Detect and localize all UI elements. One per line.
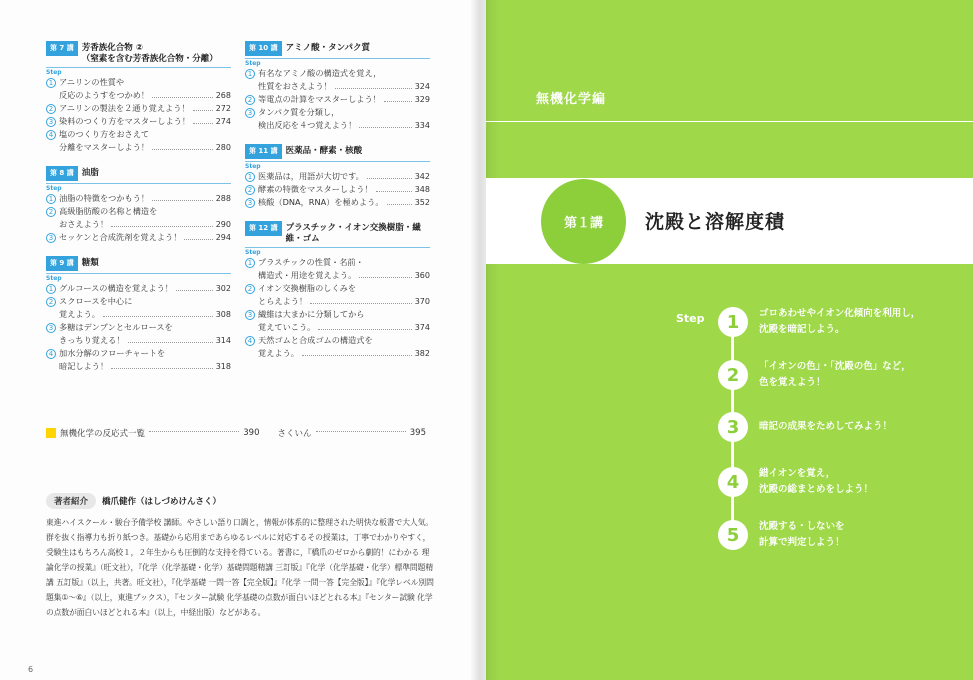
step-text-line2: アニリンの製法を２通り覚えよう！ bbox=[59, 103, 190, 113]
step-label: Step bbox=[676, 312, 705, 325]
toc-step-item[interactable] bbox=[46, 102, 231, 115]
toc-step-item[interactable] bbox=[46, 115, 231, 128]
page-ref: 382 bbox=[414, 349, 430, 358]
step-text-line1: アニリンの性質や bbox=[59, 77, 125, 87]
step-text-line1: 天然ゴムと合成ゴムの構造式を bbox=[258, 335, 373, 345]
step-text-line1: 加水分解のフローチャートを bbox=[59, 348, 166, 358]
reaction-index-page: 390 bbox=[243, 428, 260, 438]
page-ref: 324 bbox=[414, 82, 430, 91]
step-text-line2: 核酸（DNA，RNA）を極めよう。 bbox=[258, 197, 384, 207]
page-ref: 342 bbox=[414, 172, 430, 181]
step-number-circle: 2 bbox=[46, 297, 56, 307]
leader-dots bbox=[193, 102, 213, 111]
step-description bbox=[759, 419, 949, 435]
step-text-line1: 多糖はデンプンとセルロースを bbox=[59, 322, 173, 332]
leader-dots bbox=[149, 431, 239, 432]
toc-column-1 bbox=[46, 41, 231, 385]
page-ref: 294 bbox=[215, 233, 231, 242]
step-number-circle: 3 bbox=[245, 310, 255, 320]
toc-step-item[interactable] bbox=[245, 106, 430, 132]
page-ref: 272 bbox=[215, 104, 231, 113]
step-description bbox=[759, 306, 949, 338]
leader-dots bbox=[184, 231, 212, 240]
step-number-circle: 1 bbox=[46, 194, 56, 204]
page-ref: 314 bbox=[215, 336, 231, 345]
step-text-line2: きっちり覚える！ bbox=[59, 335, 125, 345]
step-caption: Step bbox=[46, 185, 62, 192]
step-number-circle: 1 bbox=[245, 258, 255, 268]
step-text-line2: グルコースの構造を覚えよう！ bbox=[59, 283, 173, 293]
index-badge bbox=[46, 428, 56, 438]
lecture-number-badge: 第１講 bbox=[541, 179, 626, 264]
toc-step-item[interactable] bbox=[245, 334, 430, 360]
divider bbox=[486, 121, 973, 122]
step-caption: Step bbox=[245, 249, 261, 256]
step-text-line1: スクロースを中心に bbox=[59, 296, 133, 306]
step-number-circle: 2 bbox=[245, 95, 255, 105]
step-text-line1: 繊維は大まかに分類してから bbox=[258, 309, 365, 319]
chapter-header[interactable] bbox=[245, 144, 430, 162]
step-text-line2: 覚えよう。 bbox=[258, 348, 299, 358]
step-text-line1: タンパク質を分類し， bbox=[258, 107, 340, 117]
author-badge: 著者紹介 bbox=[46, 493, 96, 509]
leader-dots bbox=[367, 170, 412, 179]
step-number-circle: 4 bbox=[245, 336, 255, 346]
toc-step-item[interactable] bbox=[245, 196, 430, 209]
page-ref: 334 bbox=[414, 121, 430, 130]
author-profile bbox=[46, 493, 436, 620]
leader-dots bbox=[376, 183, 412, 192]
step-text-line2: セッケンと合成洗剤を覚えよう！ bbox=[59, 232, 182, 242]
author-name: 橋爪健作（はしづめけんさく） bbox=[102, 497, 222, 507]
chapter-header[interactable] bbox=[46, 166, 231, 184]
toc-chapter bbox=[245, 41, 430, 132]
step-text-line2: 等電点の計算をマスターしよう！ bbox=[258, 94, 381, 104]
step-number-circle: 3 bbox=[245, 198, 255, 208]
toc-chapter bbox=[46, 41, 231, 154]
step-line2: 計算で判定しよう！ bbox=[759, 537, 845, 548]
page-gutter bbox=[470, 0, 500, 680]
step-number-circle: 3 bbox=[46, 117, 56, 127]
step-number-circle: 3 bbox=[46, 233, 56, 243]
step-text-line2: 医薬品は，用語が大切です。 bbox=[258, 171, 364, 181]
step-number-circle: 1 bbox=[718, 307, 748, 337]
step-text-line2: 性質をおさえよう！ bbox=[258, 81, 332, 91]
step-text-line2: 油脂の特徴をつかもう！ bbox=[59, 193, 150, 203]
step-description bbox=[759, 359, 949, 391]
page-ref: 290 bbox=[215, 220, 231, 229]
step-caption: Step bbox=[46, 275, 62, 282]
step-text-line2: とらえよう！ bbox=[258, 296, 308, 306]
step-line2: 色を覚えよう！ bbox=[759, 377, 826, 388]
author-bio: 東進ハイスクール・駿台予備学校 講師。やさしい語り口調と，情報が体系的に整理された明快な板書で大人気。群を抜く指導力も折り紙つき。基礎から応用まであらゆるレベルに対応するその授業は，丁寧でわかりやすく，受験生はもちろん高校１，２年生からも圧倒的な支持を得ている。著書に，『橋爪のゼロから劇的！にわかる 理論化学の授業』（旺文社），『化学（化学基礎・化学）基礎問題精講 三訂版』『化学（化学基礎・化学）標準問題精講 五訂版』（以上，共著。旺文社），『化学基礎 一問一答【完全版】』『化学 一問一答【完全版】』『化学レベル別問題集①〜⑥』（以上，東進ブックス），『センター試験 化学基礎の点数が面白いほどとれる本』『センター試験 化学の点数が面白いほどとれる本』（以上，中経出版）などがある。 bbox=[46, 518, 434, 617]
toc-column-2 bbox=[245, 41, 430, 372]
leader-dots bbox=[359, 269, 411, 278]
chapter-number: 第 7 講 bbox=[46, 41, 78, 56]
step-number-circle: 2 bbox=[245, 284, 255, 294]
step-description bbox=[759, 519, 949, 551]
toc-step-item[interactable] bbox=[46, 347, 231, 373]
section-title: 無機化学編 bbox=[536, 92, 607, 107]
toc-step-item[interactable] bbox=[46, 321, 231, 347]
page-ref: 288 bbox=[215, 194, 231, 203]
step-text-line1: プラスチックの性質・名前・ bbox=[258, 257, 364, 267]
leader-dots bbox=[111, 360, 213, 369]
chapter-number: 第 11 講 bbox=[245, 144, 282, 159]
step-number-circle: 2 bbox=[718, 360, 748, 390]
chapter-number: 第 8 講 bbox=[46, 166, 78, 181]
page-ref: 280 bbox=[215, 143, 231, 152]
toc-step-item[interactable] bbox=[46, 205, 231, 231]
chapter-header[interactable] bbox=[46, 41, 231, 68]
step-line2: 沈殿を暗記しよう。 bbox=[759, 324, 845, 335]
leader-dots bbox=[152, 192, 213, 201]
step-text-line2: 覚えていこう。 bbox=[258, 322, 316, 332]
step-text-line2: 検出反応を４つ覚えよう！ bbox=[258, 120, 357, 130]
leader-dots bbox=[176, 282, 213, 291]
step-text-line2: 暗記しよう！ bbox=[59, 361, 109, 371]
page-ref: 329 bbox=[414, 95, 430, 104]
chapter-title: 芳香族化合物 ② （窒素を含む芳香族化合物・分離） bbox=[81, 43, 218, 64]
toc-chapter bbox=[245, 221, 430, 360]
toc-step-item[interactable] bbox=[46, 282, 231, 295]
step-number-circle: 3 bbox=[245, 108, 255, 118]
leader-dots bbox=[152, 141, 213, 150]
toc-step-item[interactable] bbox=[245, 282, 430, 308]
step-text-line2: おさえよう！ bbox=[59, 219, 109, 229]
leader-dots bbox=[128, 334, 213, 343]
step-text-line2: 反応のようすをつかめ！ bbox=[59, 90, 150, 100]
step-number-circle: 4 bbox=[718, 467, 748, 497]
step-number-circle: 3 bbox=[46, 323, 56, 333]
index-label[interactable]: さくいん bbox=[277, 429, 312, 439]
step-number-circle: 5 bbox=[718, 520, 748, 550]
step-text-line2: 覚えよう。 bbox=[59, 309, 100, 319]
step-caption: Step bbox=[245, 163, 261, 170]
toc-chapter bbox=[46, 256, 231, 373]
page-ref: 274 bbox=[215, 117, 231, 126]
chapter-title: 医薬品・酵素・核酸 bbox=[285, 146, 363, 156]
toc-step-item[interactable] bbox=[245, 183, 430, 196]
step-number-circle: 1 bbox=[46, 78, 56, 88]
leader-dots bbox=[318, 321, 411, 330]
leader-dots bbox=[335, 80, 412, 89]
toc-step-item[interactable] bbox=[245, 256, 430, 282]
reaction-index-label[interactable]: 無機化学の反応式一覧 bbox=[60, 429, 146, 439]
chapter-title: 油脂 bbox=[81, 168, 99, 178]
toc-chapter bbox=[46, 166, 231, 244]
chapter-number: 第 10 講 bbox=[245, 41, 282, 56]
step-caption: Step bbox=[46, 69, 62, 76]
index-page: 395 bbox=[409, 428, 426, 438]
step-number-circle: 3 bbox=[718, 412, 748, 442]
page-ref: 370 bbox=[414, 297, 430, 306]
step-number-circle: 1 bbox=[46, 284, 56, 294]
step-number-circle: 2 bbox=[46, 207, 56, 217]
step-text-line2: 染料のつくり方をマスターしよう！ bbox=[59, 116, 191, 126]
page-ref: 360 bbox=[414, 271, 430, 280]
leader-dots bbox=[316, 431, 406, 432]
page-ref: 348 bbox=[414, 185, 430, 194]
chapter-number: 第 9 講 bbox=[46, 256, 78, 271]
step-number-circle: 2 bbox=[46, 104, 56, 114]
page-ref: 302 bbox=[215, 284, 231, 293]
toc-step-item[interactable] bbox=[46, 192, 231, 205]
leader-dots bbox=[359, 119, 411, 128]
toc-chapter bbox=[245, 144, 430, 209]
leader-dots bbox=[387, 196, 412, 205]
step-number-circle: 4 bbox=[46, 349, 56, 359]
step-description bbox=[759, 466, 949, 498]
page-ref: 268 bbox=[215, 91, 231, 100]
step-text-line1: 有名なアミノ酸の構造式を覚え， bbox=[258, 68, 382, 78]
toc-step-item[interactable] bbox=[46, 76, 231, 102]
toc-step-item[interactable] bbox=[245, 93, 430, 106]
step-text-line1: 塩のつくり方をおさえて bbox=[59, 129, 150, 139]
step-text-line2: 分離をマスターしよう！ bbox=[59, 142, 150, 152]
step-text-line1: イオン交換樹脂のしくみを bbox=[258, 283, 357, 293]
step-number-circle: 1 bbox=[245, 172, 255, 182]
chapter-number: 第 12 講 bbox=[245, 221, 282, 236]
toc-step-item[interactable] bbox=[46, 295, 231, 321]
lecture-title: 沈殿と溶解度積 bbox=[645, 211, 786, 233]
step-number-circle: 4 bbox=[46, 130, 56, 140]
step-number-circle: 1 bbox=[245, 69, 255, 79]
step-line2: 沈殿の総まとめをしよう！ bbox=[759, 484, 874, 495]
step-caption: Step bbox=[245, 60, 261, 67]
chapter-title: 糖類 bbox=[81, 258, 99, 268]
step-number-circle: 2 bbox=[245, 185, 255, 195]
leader-dots bbox=[310, 295, 412, 304]
leader-dots bbox=[103, 308, 213, 317]
toc-step-item[interactable] bbox=[245, 67, 430, 93]
toc-step-item[interactable] bbox=[245, 170, 430, 183]
step-text-line2: 酵素の特徴をマスターしよう！ bbox=[258, 184, 373, 194]
leader-dots bbox=[193, 115, 213, 124]
bleed-through-text bbox=[560, 150, 940, 163]
page-ref: 318 bbox=[215, 362, 231, 371]
toc-step-item[interactable] bbox=[245, 308, 430, 334]
chapter-header[interactable] bbox=[46, 256, 231, 274]
chapter-title: プラスチック・イオン交換樹脂・繊維・ゴム bbox=[285, 223, 421, 244]
page-ref: 352 bbox=[414, 198, 430, 207]
step-line1: 「イオンの色」・「沈殿の色」など， bbox=[759, 361, 911, 372]
chapter-title: アミノ酸・タンパク質 bbox=[285, 43, 371, 53]
leader-dots bbox=[384, 93, 412, 102]
page-ref: 308 bbox=[215, 310, 231, 319]
leader-dots bbox=[152, 89, 213, 98]
index-row bbox=[46, 427, 426, 439]
leader-dots bbox=[111, 218, 213, 227]
page-number: 6 bbox=[28, 665, 34, 674]
chapter-header[interactable] bbox=[245, 41, 430, 59]
step-line1: 錯イオンを覚え， bbox=[759, 468, 836, 479]
leader-dots bbox=[302, 347, 412, 356]
step-text-line1: 高級脂肪酸の名称と構造を bbox=[59, 206, 158, 216]
step-line1: 沈殿する・しないを bbox=[759, 521, 845, 532]
step-line1: 暗記の成果をためしてみよう！ bbox=[759, 421, 893, 432]
chapter-header[interactable] bbox=[245, 221, 430, 248]
step-text-line2: 構造式・用途を覚えよう。 bbox=[258, 270, 357, 280]
page-ref: 374 bbox=[414, 323, 430, 332]
toc-step-item[interactable] bbox=[46, 231, 231, 244]
step-line1: ゴロあわせやイオン化傾向を利用し， bbox=[759, 308, 921, 319]
toc-step-item[interactable] bbox=[46, 128, 231, 154]
